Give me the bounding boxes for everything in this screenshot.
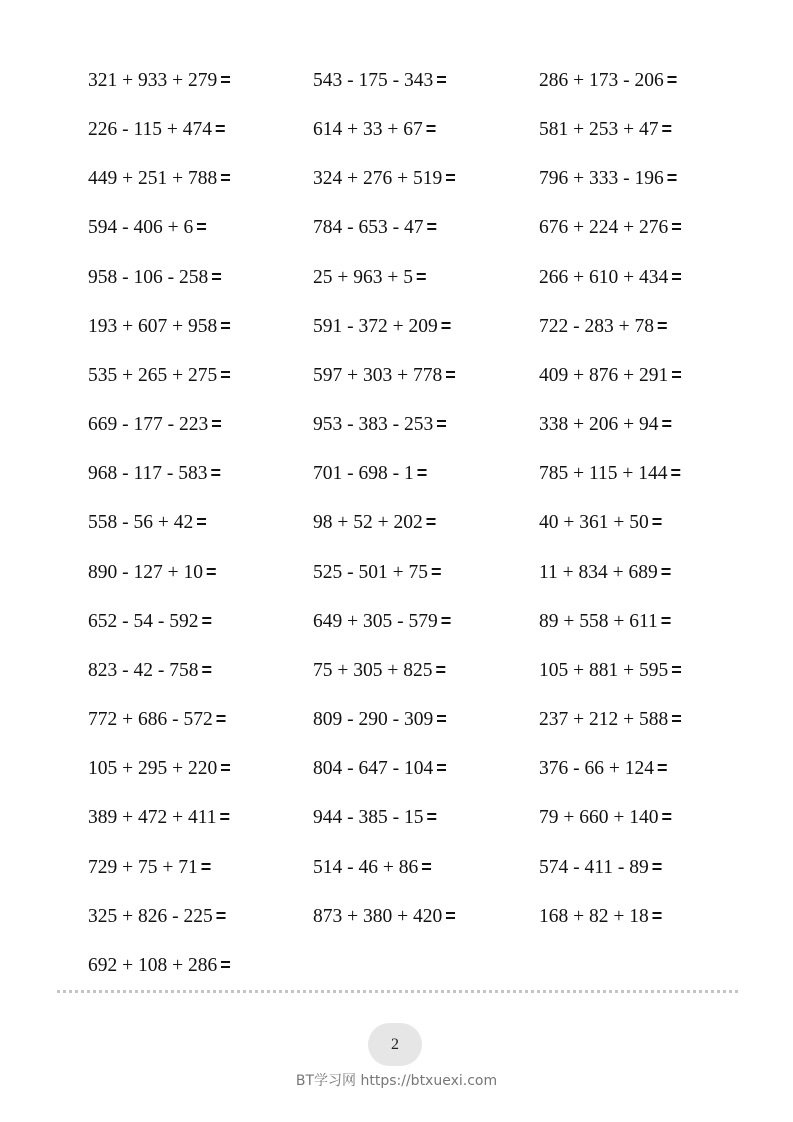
math-problem xyxy=(313,116,539,165)
problem-expression: 784 - 653 - 47 xyxy=(313,217,424,239)
equals-sign: = xyxy=(651,512,663,533)
equals-sign: = xyxy=(215,119,226,140)
math-problem xyxy=(88,952,313,1001)
equals-sign: = xyxy=(651,905,663,926)
math-problem xyxy=(313,362,539,411)
problem-expression: 796 + 333 - 196 xyxy=(539,168,664,190)
equals-sign: = xyxy=(666,168,678,189)
equals-sign: = xyxy=(440,610,452,631)
math-problem xyxy=(88,608,313,657)
problem-expression: 574 - 411 - 89 xyxy=(539,856,649,878)
problem-expression: 543 - 175 - 343 xyxy=(313,70,434,91)
equals-sign: = xyxy=(426,217,438,238)
math-problem xyxy=(539,854,739,903)
problem-expression: 193 + 607 + 958 xyxy=(88,315,218,337)
equals-sign: = xyxy=(651,856,663,877)
equals-sign: = xyxy=(196,512,207,533)
math-problem xyxy=(313,313,539,362)
math-problem xyxy=(539,116,739,165)
math-problem xyxy=(539,903,739,952)
equals-sign: = xyxy=(671,217,682,238)
equals-sign: = xyxy=(670,463,682,484)
math-problem xyxy=(313,165,539,214)
equals-sign: = xyxy=(425,119,437,140)
equals-sign: = xyxy=(657,758,668,779)
problem-expression: 89 + 558 + 611 xyxy=(539,610,658,632)
math-problem xyxy=(539,411,739,460)
equals-sign: = xyxy=(661,119,673,140)
math-problem xyxy=(88,362,313,411)
math-problem xyxy=(88,804,313,853)
problem-expression: 409 + 876 + 291 xyxy=(539,364,669,386)
equals-sign: = xyxy=(657,315,668,336)
equals-sign: = xyxy=(211,414,222,435)
equals-sign: = xyxy=(416,463,428,484)
math-problem xyxy=(539,214,739,263)
math-problem xyxy=(88,165,313,214)
math-problem xyxy=(313,460,539,509)
page-number: 2 xyxy=(368,1023,422,1066)
math-problem xyxy=(313,509,539,558)
problem-expression: 525 - 501 + 75 xyxy=(313,561,428,583)
problem-expression: 944 - 385 - 15 xyxy=(313,807,424,829)
math-problem xyxy=(88,706,313,755)
math-problem xyxy=(313,903,539,952)
problem-expression: 591 - 372 + 209 xyxy=(313,315,438,337)
problem-expression: 772 + 686 - 572 xyxy=(88,709,213,731)
problem-expression: 594 - 406 + 6 xyxy=(88,217,194,239)
problem-expression: 722 - 283 + 78 xyxy=(539,315,654,337)
problem-expression: 324 + 276 + 519 xyxy=(313,168,443,190)
equals-sign: = xyxy=(671,659,682,680)
math-problem xyxy=(539,264,739,313)
math-problem xyxy=(313,804,539,853)
math-problem xyxy=(313,559,539,608)
equals-sign: = xyxy=(220,70,231,90)
problem-expression: 376 - 66 + 124 xyxy=(539,758,654,780)
equals-sign: = xyxy=(436,709,447,730)
equals-sign: = xyxy=(416,266,427,287)
problem-expression: 11 + 834 + 689 xyxy=(539,561,658,583)
math-problem xyxy=(539,509,739,558)
math-problem xyxy=(313,608,539,657)
equals-sign: = xyxy=(211,266,222,287)
problem-expression: 597 + 303 + 778 xyxy=(313,364,443,386)
problem-expression: 614 + 33 + 67 xyxy=(313,119,423,141)
math-problem xyxy=(88,460,313,509)
problem-expression: 226 - 115 + 474 xyxy=(88,119,213,141)
equals-sign: = xyxy=(661,414,673,435)
problem-expression: 809 - 290 - 309 xyxy=(313,709,434,731)
problem-expression: 804 - 647 - 104 xyxy=(313,758,434,780)
equals-sign: = xyxy=(671,709,682,730)
equals-sign: = xyxy=(671,266,682,287)
problem-expression: 25 + 963 + 5 xyxy=(313,266,413,288)
problem-expression: 558 - 56 + 42 xyxy=(88,512,194,534)
problem-expression: 823 - 42 - 758 xyxy=(88,659,199,681)
equals-sign: = xyxy=(436,70,447,90)
math-problem xyxy=(313,67,539,116)
equals-sign: = xyxy=(435,659,447,680)
problem-expression: 692 + 108 + 286 xyxy=(88,954,218,976)
problem-expression: 105 + 881 + 595 xyxy=(539,659,669,681)
equals-sign: = xyxy=(421,856,432,877)
problem-expression: 168 + 82 + 18 xyxy=(539,905,649,927)
problem-expression: 514 - 46 + 86 xyxy=(313,856,419,878)
problem-expression: 581 + 253 + 47 xyxy=(539,119,659,141)
dotted-divider xyxy=(57,990,738,993)
equals-sign: = xyxy=(425,512,437,533)
equals-sign: = xyxy=(445,364,456,385)
problem-expression: 785 + 115 + 144 xyxy=(539,463,668,485)
equals-sign: = xyxy=(671,364,682,385)
problem-expression: 449 + 251 + 788 xyxy=(88,168,218,190)
math-problem xyxy=(313,264,539,313)
equals-sign: = xyxy=(220,758,231,779)
equals-sign: = xyxy=(431,561,442,582)
math-problem xyxy=(539,657,739,706)
problem-expression: 338 + 206 + 94 xyxy=(539,414,659,436)
math-problem xyxy=(88,559,313,608)
equals-sign: = xyxy=(219,807,231,828)
math-problem xyxy=(313,755,539,804)
equals-sign: = xyxy=(200,856,212,877)
math-problem xyxy=(539,559,739,608)
math-problem xyxy=(88,214,313,263)
math-problem xyxy=(88,657,313,706)
problem-expression: 325 + 826 - 225 xyxy=(88,905,213,927)
math-problem xyxy=(88,903,313,952)
equals-sign: = xyxy=(440,315,452,336)
equals-sign: = xyxy=(220,364,231,385)
math-problem xyxy=(313,411,539,460)
problem-expression: 958 - 106 - 258 xyxy=(88,266,209,288)
problem-expression: 286 + 173 - 206 xyxy=(539,70,664,91)
problem-expression: 321 + 933 + 279 xyxy=(88,70,218,91)
footer-watermark: BT学习网 https://btxuexi.com xyxy=(295,1073,498,1089)
problem-expression: 79 + 660 + 140 xyxy=(539,807,659,829)
math-problem xyxy=(539,608,739,657)
math-problem xyxy=(88,67,313,116)
equals-sign: = xyxy=(220,315,231,336)
equals-sign: = xyxy=(436,414,447,435)
problem-expression: 535 + 265 + 275 xyxy=(88,364,218,386)
math-problem xyxy=(313,657,539,706)
equals-sign: = xyxy=(196,217,207,238)
problem-expression: 873 + 380 + 420 xyxy=(313,905,443,927)
problem-expression: 890 - 127 + 10 xyxy=(88,561,203,583)
math-problem xyxy=(313,854,539,903)
math-problem xyxy=(88,264,313,313)
equals-sign: = xyxy=(215,905,227,926)
math-problem xyxy=(539,313,739,362)
problem-expression: 40 + 361 + 50 xyxy=(539,512,649,534)
math-problem xyxy=(88,509,313,558)
equals-sign: = xyxy=(660,610,672,631)
math-problem xyxy=(539,67,739,116)
math-problem xyxy=(88,116,313,165)
math-problem xyxy=(88,411,313,460)
problem-expression: 953 - 383 - 253 xyxy=(313,414,434,436)
problem-expression: 389 + 472 + 411 xyxy=(88,807,217,829)
math-problem xyxy=(539,165,739,214)
problem-expression: 75 + 305 + 825 xyxy=(313,659,433,681)
problem-expression: 649 + 305 - 579 xyxy=(313,610,438,632)
problem-expression: 669 - 177 - 223 xyxy=(88,414,209,436)
problem-expression: 98 + 52 + 202 xyxy=(313,512,423,534)
problem-expression: 676 + 224 + 276 xyxy=(539,217,669,239)
equals-sign: = xyxy=(220,954,231,975)
equals-sign: = xyxy=(206,561,217,582)
math-problem xyxy=(539,362,739,411)
math-problem xyxy=(88,755,313,804)
equals-sign: = xyxy=(661,807,673,828)
problem-expression: 105 + 295 + 220 xyxy=(88,758,218,780)
equals-sign: = xyxy=(666,70,678,90)
problem-expression: 266 + 610 + 434 xyxy=(539,266,669,288)
math-problem xyxy=(539,755,739,804)
equals-sign: = xyxy=(445,905,456,926)
problem-expression: 652 - 54 - 592 xyxy=(88,610,199,632)
equals-sign: = xyxy=(201,610,213,631)
equals-sign: = xyxy=(210,463,222,484)
problem-expression: 968 - 117 - 583 xyxy=(88,463,208,485)
equals-sign: = xyxy=(215,709,227,730)
equals-sign: = xyxy=(201,659,213,680)
math-problem xyxy=(88,854,313,903)
math-problem xyxy=(313,706,539,755)
equals-sign: = xyxy=(660,561,672,582)
problem-expression: 701 - 698 - 1 xyxy=(313,463,414,485)
math-problem xyxy=(539,804,739,853)
math-problem xyxy=(539,706,739,755)
math-problem xyxy=(539,460,739,509)
problem-expression: 237 + 212 + 588 xyxy=(539,709,669,731)
equals-sign: = xyxy=(426,807,438,828)
problem-grid xyxy=(88,67,739,1001)
math-problem xyxy=(313,214,539,263)
equals-sign: = xyxy=(220,168,231,189)
equals-sign: = xyxy=(445,168,456,189)
equals-sign: = xyxy=(436,758,447,779)
problem-expression: 729 + 75 + 71 xyxy=(88,856,198,878)
math-problem xyxy=(88,313,313,362)
